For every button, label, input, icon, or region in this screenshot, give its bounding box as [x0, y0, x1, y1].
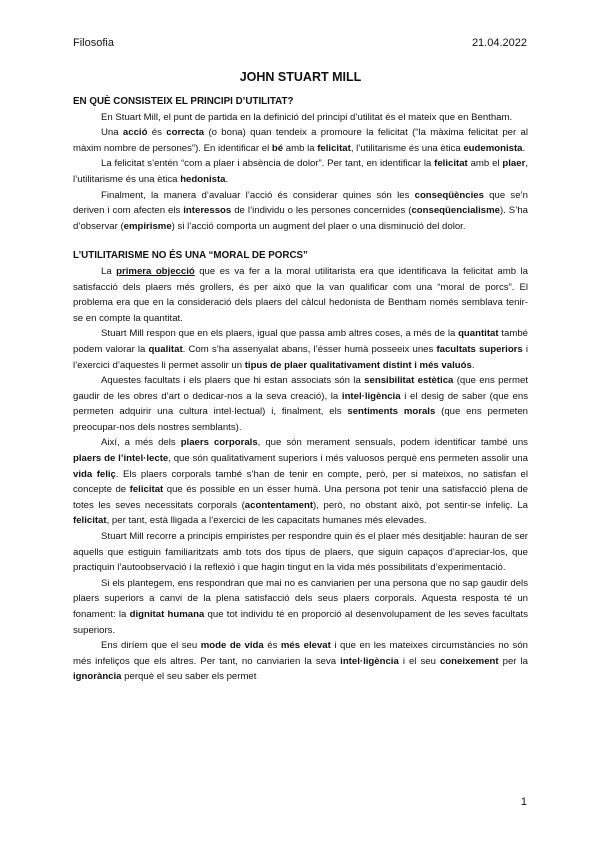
bold-term: eudemonista	[463, 142, 523, 154]
text-run: Una	[101, 127, 123, 139]
bold-term: quantitat	[458, 328, 499, 340]
paragraph	[73, 264, 528, 326]
text-run: .	[471, 359, 475, 371]
bold-term: correcta	[166, 127, 205, 139]
text-run: és	[263, 640, 281, 652]
bold-term: coneixement	[439, 655, 499, 667]
text-run: .	[522, 142, 526, 154]
text-run: Stuart Mill recorre a principis empiristes per respondre quin és el plaer més desitjable: hauran de ser aquells que estiguin familiaritzats amb tots dos tipus de plaers, que siguin capaços d’apreciar-los, que practiquin l’autoobservació i la reflexió i que hagin tingut en la vida més possibilitats d’experimentació.	[73, 531, 528, 574]
text-run: , per tant, està lligada a l’exercici de les capacitats humanes més elevades.	[106, 515, 427, 527]
bold-term: facultats superiors	[436, 343, 523, 355]
text-run: La	[101, 265, 117, 277]
bold-term: felicitat	[129, 484, 164, 496]
bold-term: primera objecció	[116, 265, 195, 277]
text-run: de l’individu o les persones concernides (	[231, 205, 412, 217]
text-run: , l’utilitarisme és una ètica	[350, 142, 464, 154]
bold-term: empirisme	[123, 220, 172, 232]
bold-term: hedonista	[180, 173, 226, 185]
section-pig-morality	[73, 264, 528, 685]
text-run: En Stuart Mill, el punt de partida en la definició del principi d’utilitat és el mateix que en Bentham.	[101, 111, 513, 123]
bold-term: bé	[271, 142, 284, 154]
bold-term: plaers de l’intel·lecte	[73, 453, 169, 465]
text-run: i el desig de saber (que ens permeten adquirir una cultura intel·lectual) i, finalment, els	[73, 390, 528, 418]
bold-term: ignorància	[73, 671, 122, 683]
page-title: JOHN STUART MILL	[239, 70, 362, 84]
text-run: , que són merament sensuals, podem identificar també uns	[257, 437, 528, 449]
text-run: Ens diríem que el seu	[101, 640, 201, 652]
paragraph	[73, 110, 528, 126]
page-number: 1	[520, 796, 527, 808]
paragraph	[73, 638, 528, 685]
section-utility-principle	[73, 110, 528, 235]
text-run: Aquestes facultats i els plaers que hi estan associats són la	[101, 375, 365, 387]
text-run: Així, a més dels	[101, 437, 181, 449]
bold-term: plaer	[502, 158, 526, 170]
text-run: , que són qualitativament superiors i més valuosos perquè ens permeten assolir una	[168, 453, 528, 465]
text-run: ) si l’acció comporta un augment del plaer o una disminució del dolor.	[171, 220, 466, 232]
text-run: que tot individu té en proporció al desenvolupament de les seves facultats superiors.	[73, 609, 528, 636]
text-run: ), però, no obstant això, pot sentir-se infeliç. La	[313, 499, 528, 511]
text-run: Si els plantegem, ens respondran que mai no es canviarien per una persona que no sap gaudir dels plaers superiors a canvi de la plena satisfacció dels seus plaers corporals. Aquesta resposta té un fonament: la	[73, 577, 528, 620]
text-run: per la	[498, 655, 528, 667]
text-run: (que ens permeten preocupar-nos dels nostres semblants).	[73, 406, 529, 433]
paragraph	[73, 156, 528, 187]
document-body	[73, 69, 528, 685]
text-run: .	[225, 173, 229, 185]
text-run: Finalment, la manera d’avaluar l’acció és considerar quines són les	[101, 189, 415, 201]
bold-term: conseqüencialisme	[411, 205, 500, 217]
text-run: perquè el seu saber els permet	[121, 671, 257, 683]
text-run: també podem valorar la	[73, 328, 528, 355]
bold-term: acció	[122, 127, 148, 139]
paragraph	[73, 188, 528, 235]
text-run: és	[147, 127, 167, 139]
bold-term: interessos	[183, 205, 232, 217]
text-run: que se’n deriven i com afecten els	[73, 189, 529, 217]
paragraph	[73, 576, 528, 638]
paragraph	[73, 125, 528, 156]
section-heading-pig-morality: L’UTILITARISME NO ÉS UNA “MORAL DE PORCS”	[73, 250, 308, 262]
bold-term: tipus de plaer qualitativament distint i més valuós	[244, 359, 472, 371]
bold-term: intel·ligència	[341, 390, 401, 402]
text-run: (que ens permet gaudir de les obres d’art o dedicar-nos a la seva creació), la	[73, 375, 528, 402]
text-run: que és possible en un ésser humà. Una persona pot tenir una satisfacció plena de totes les seves necessitats corporals (	[73, 484, 528, 511]
bold-term: felicitat	[317, 142, 351, 154]
bold-term: vida feliç	[73, 468, 116, 480]
bold-term: més elevat	[280, 640, 331, 652]
bold-term: intel·ligència	[340, 655, 399, 667]
text-run: i l’exercici d’aquestes li permet assolir un	[73, 343, 529, 371]
text-run: ). S’ha d’observar (	[73, 205, 528, 232]
text-run: Stuart Mill respon que en els plaers, igual que passa amb altres coses, a més de la	[101, 328, 459, 340]
bold-term: qualitat	[148, 343, 183, 355]
section-heading-utility-principle: EN QUÈ CONSISTEIX EL PRINCIPI D’UTILITAT?	[73, 96, 294, 107]
paragraph	[73, 529, 528, 576]
bold-term: dignitat humana	[129, 609, 205, 620]
text-run: . Com s’ha assenyalat abans, l’ésser humà posseeix unes	[182, 343, 437, 355]
bold-term: acontentament	[244, 499, 314, 511]
text-run: . Els plaers corporals també s’han de tenir en compte, però, per si mateixos, no satisfan el concepte de	[73, 468, 528, 496]
paragraph	[73, 373, 528, 435]
text-run: i el seu	[398, 655, 440, 667]
bold-term: mode de vida	[200, 640, 264, 652]
bold-term: sentiments morals	[347, 406, 436, 418]
bold-term: conseqüències	[414, 189, 484, 201]
paragraph	[73, 326, 528, 373]
text-run: que es va fer a la moral utilitarista era que identificava la felicitat amb la satisfacció dels plaers més grollers, és per això que la van qualificar com una “moral de porcs”. El problema era que en la consideració dels plaers del càlcul hedonista de Bentham només semblava tenir-se en compte la quantitat.	[73, 265, 528, 324]
header-date: 21.04.2022	[471, 37, 527, 49]
text-run: i que en les mateixes circumstàncies no són més infeliços que els altres. Per tant, no canviarien la seva	[73, 640, 528, 667]
text-run: amb la	[283, 142, 318, 154]
text-run: La felicitat s’entén “com a plaer i absència de dolor”. Per tant, en identificar la	[101, 158, 435, 170]
bold-term: sensibilitat estètica	[364, 375, 454, 387]
text-run: (o bona) quan tendeix a promoure la felicitat (“la màxima felicitat per al màxim nombre de persones”). En identificar el	[73, 127, 528, 154]
paragraph	[73, 435, 528, 529]
bold-term: plaers corporals	[180, 437, 258, 449]
text-run: amb el	[467, 158, 503, 170]
bold-term: felicitat	[434, 158, 468, 170]
bold-term: felicitat	[73, 515, 107, 527]
header-subject: Filosofia	[73, 37, 114, 49]
text-run: , l’utilitarisme és una ètica	[73, 158, 528, 185]
